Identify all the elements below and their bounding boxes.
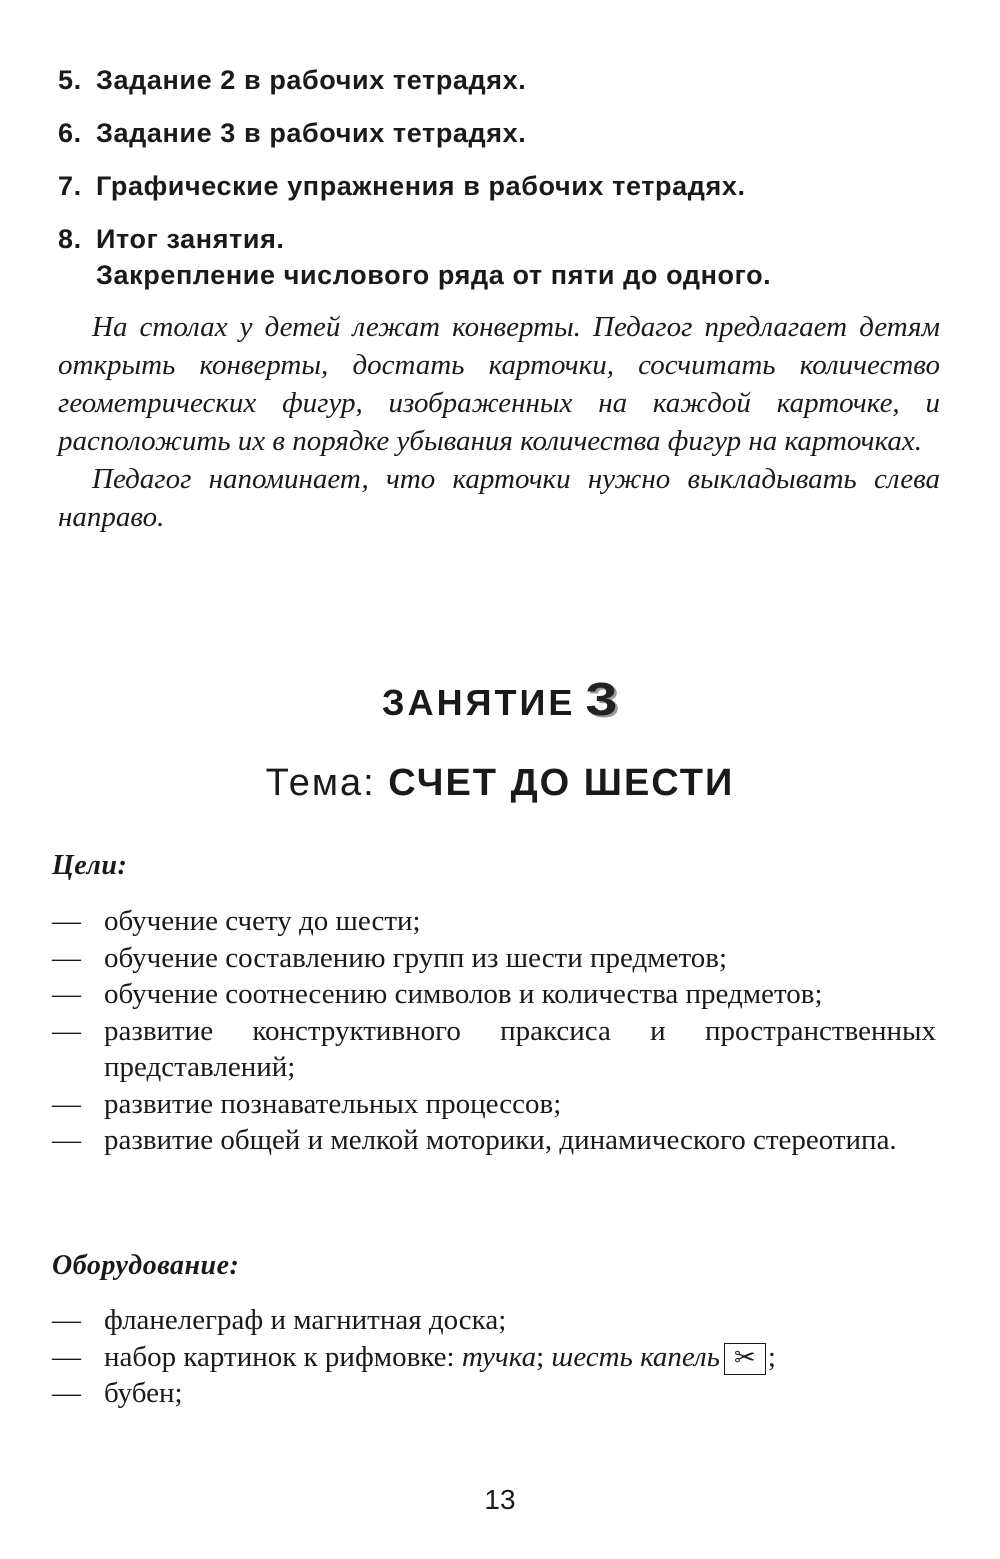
step-text (96, 221, 938, 293)
list-dash: — (52, 1377, 81, 1409)
list-item (52, 940, 936, 977)
list-dash: — (52, 941, 81, 974)
description-paragraph: На столах у детей лежат конверты. Педагог предлагает детям открыть конверты, достать карточки, сосчитать количество геометрических фигур, изображенных на каждой карточке, и расположить их в порядке убывания количества фигур на карточках. (58, 311, 940, 457)
list-dash: — (52, 1124, 81, 1156)
list-item (52, 976, 936, 1013)
list-item-text-part: ; (536, 1340, 552, 1373)
list-item-text: развитие конструктивного праксиса и пространственных представлений; (104, 1014, 936, 1083)
list-dash: — (52, 1087, 81, 1120)
list-item (52, 1013, 936, 1086)
scissors-icon: ✂ (724, 1343, 766, 1375)
step-number: 5. (58, 65, 82, 95)
step-number: 7. (58, 171, 82, 201)
step-text: Задание 3 в рабочих тетрадях. (96, 118, 527, 148)
step-item (58, 115, 938, 151)
list-item-text-part: ; (767, 1340, 776, 1373)
lesson-label: ЗАНЯТИЕ (382, 682, 576, 723)
description-paragraph: Педагог напоминает, что карточки нужно выкладывать слева направо. (58, 463, 940, 533)
list-dash: — (52, 1340, 81, 1373)
topic-label: Тема: (265, 762, 376, 804)
list-item-text: развитие познавательных процессов; (104, 1087, 562, 1120)
list-item-text: обучение счету до шести; (104, 905, 421, 937)
lesson-heading (0, 672, 1000, 726)
equipment-list (52, 1302, 936, 1412)
list-dash: — (52, 905, 81, 937)
list-item-text: фланелеграф и магнитная доска; (104, 1304, 507, 1336)
list-item-text: обучение составлению групп из шести предметов; (104, 941, 728, 974)
list-item (52, 1122, 936, 1159)
goals-title: Цели: (52, 850, 128, 881)
page-number: 13 (484, 1484, 516, 1515)
step-text: Задание 2 в рабочих тетрадях. (96, 65, 527, 95)
step-item (58, 168, 938, 204)
equipment-title: Оборудование: (52, 1250, 240, 1281)
list-item-text-part: набор картинок к рифмовке: (104, 1340, 462, 1373)
list-dash: — (52, 1304, 81, 1336)
list-item-text (104, 1339, 936, 1376)
step-text-line: Закрепление числового ряда от пяти до одного. (96, 260, 772, 290)
list-item (52, 1375, 936, 1412)
step-number: 8. (58, 224, 82, 254)
list-item-text: бубен; (104, 1377, 183, 1409)
list-item (52, 903, 936, 940)
list-item (52, 1086, 936, 1123)
lesson-steps (58, 62, 938, 293)
topic-heading (0, 762, 1000, 805)
step-item (58, 62, 938, 98)
activity-description (58, 308, 940, 536)
step-item (58, 221, 938, 293)
list-item (52, 1339, 936, 1376)
list-item (52, 1302, 936, 1339)
list-dash: — (52, 1014, 81, 1047)
list-item-text: обучение соотнесению символов и количества предметов; (104, 978, 823, 1010)
rhyme-picture-name: тучка (461, 1340, 537, 1373)
list-item-text: развитие общей и мелкой моторики, динамического стереотипа. (104, 1124, 897, 1156)
lesson-number: 3 (585, 673, 622, 725)
step-text-line: Итог занятия. (96, 224, 285, 254)
step-number: 6. (58, 118, 82, 148)
list-dash: — (52, 978, 81, 1010)
topic-value: СЧЕТ ДО ШЕСТИ (388, 762, 735, 804)
rhyme-picture-name: шесть капель (551, 1340, 720, 1373)
goals-list (52, 903, 936, 1159)
step-text: Графические упражнения в рабочих тетрадях. (96, 171, 746, 201)
